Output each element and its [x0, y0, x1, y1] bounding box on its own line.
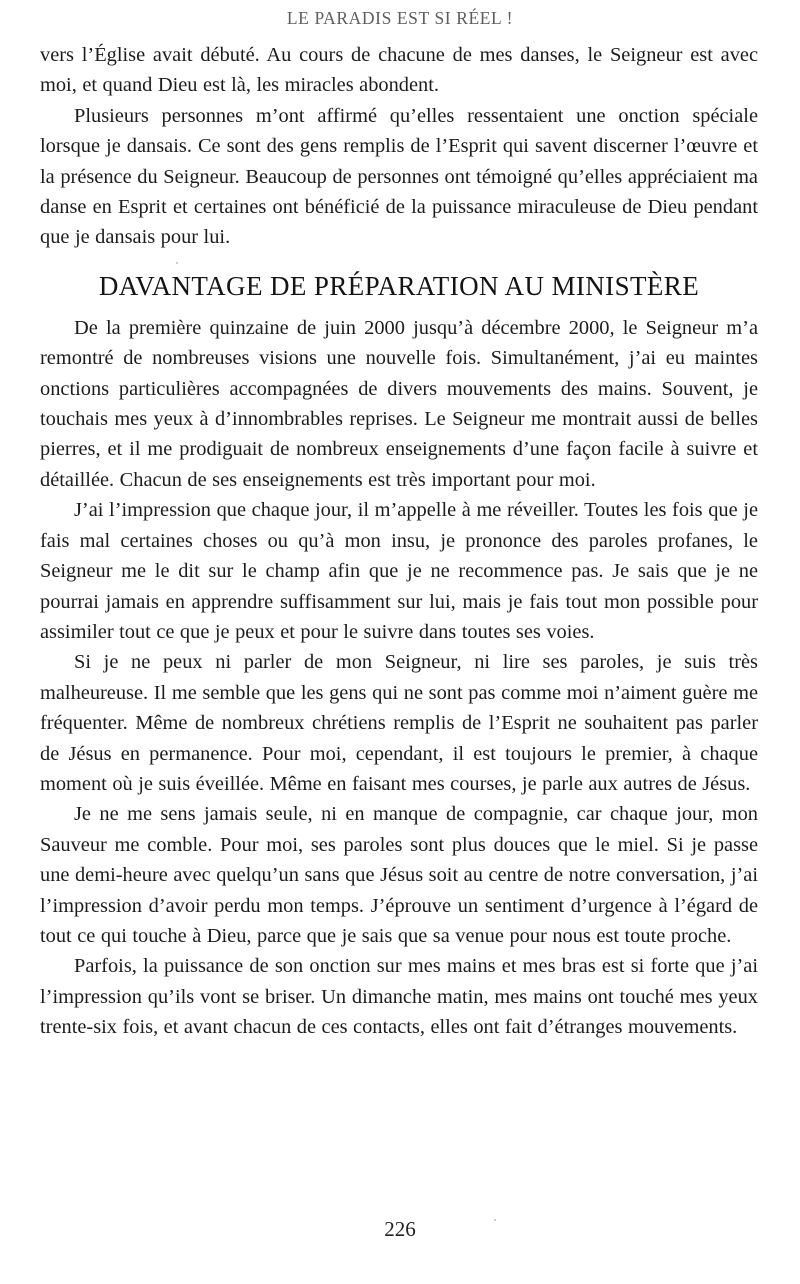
page-number: 226	[384, 1217, 416, 1241]
page-body	[40, 40, 758, 1043]
section-heading: DAVANTAGE DE PRÉPARATION AU MINISTÈRE	[98, 270, 700, 301]
running-head: LE PARADIS EST SI RÉEL !	[286, 8, 514, 28]
paragraph: De la première quinzaine de juin 2000 jusqu’à décembre 2000, le Seigneur m’a remontré de nombreuses visions une nouvelle fois. Simultanément, j’ai eu maintes onctions particulières accompagnées de divers mouvements des mains. Souvent, je touchais mes yeux à d’innombrables reprises. Le Seigneur me montrait aussi de belles pierres, et il me prodiguait de nombreux enseignements d’une façon facile à suivre et détaillée. Chacun de ses enseignements est très important pour moi.	[40, 316, 758, 491]
paragraph: vers l’Église avait débuté. Au cours de chacune de mes danses, le Seigneur est avec moi, et quand Dieu est là, les miracles abondent.	[40, 44, 758, 97]
paragraph: Parfois, la puissance de son onction sur mes mains et mes bras est si forte que j’ai l’impression qu’ils vont se briser. Un dimanche matin, mes mains ont touché mes yeux trente-six fois, et avant chacun de ces contacts, elles ont fait d’étranges mouvements.	[40, 955, 758, 1039]
page-speck	[176, 262, 178, 264]
paragraph: J’ai l’impression que chaque jour, il m’appelle à me réveiller. Toutes les fois que je fais mal certaines choses ou qu’à mon insu, je prononce des paroles profanes, le Seigneur me le dit sur le champ afin que je ne recommence pas. Je sais que je ne pourrai jamais en apprendre suffisamment sur lui, mais je fais tout mon possible pour assimiler tout ce que je peux et pour le suivre dans toutes ses voies.	[40, 499, 758, 643]
paragraph: Plusieurs personnes m’ont affirmé qu’elles ressentaient une onction spéciale lorsque je dansais. Ce sont des gens remplis de l’Esprit qui savent discerner l’œuvre et la présence du Seigneur. Beaucoup de personnes ont témoigné qu’elles appréciaient ma danse en Esprit et certaines ont bénéficié de la puissance miraculeuse de Dieu pendant que je dansais pour lui.	[40, 104, 758, 249]
paragraph: Si je ne peux ni parler de mon Seigneur, ni lire ses paroles, je suis très malheureuse. Il me semble que les gens qui ne sont pas comme moi n’aiment guère me fréquenter. Même de nombreux chrétiens remplis de l’Esprit ne souhaitent pas parler de Jésus en permanence. Pour moi, cependant, il est toujours le premier, à chaque moment où je suis éveillée. Même en faisant mes courses, je parle aux autres de Jésus.	[40, 651, 758, 795]
paragraph: Je ne me sens jamais seule, ni en manque de compagnie, car chaque jour, mon Sauveur me comble. Pour moi, ses paroles sont plus douces que le miel. Si je passe une demi-heure avec quelqu’un sans que Jésus soit au centre de notre conversation, j’ai l’impression d’avoir perdu mon temps. J’éprouve un sentiment d’urgence à l’égard de tout ce qui touche à Dieu, parce que je sais que sa venue pour nous est toute proche.	[40, 803, 758, 947]
